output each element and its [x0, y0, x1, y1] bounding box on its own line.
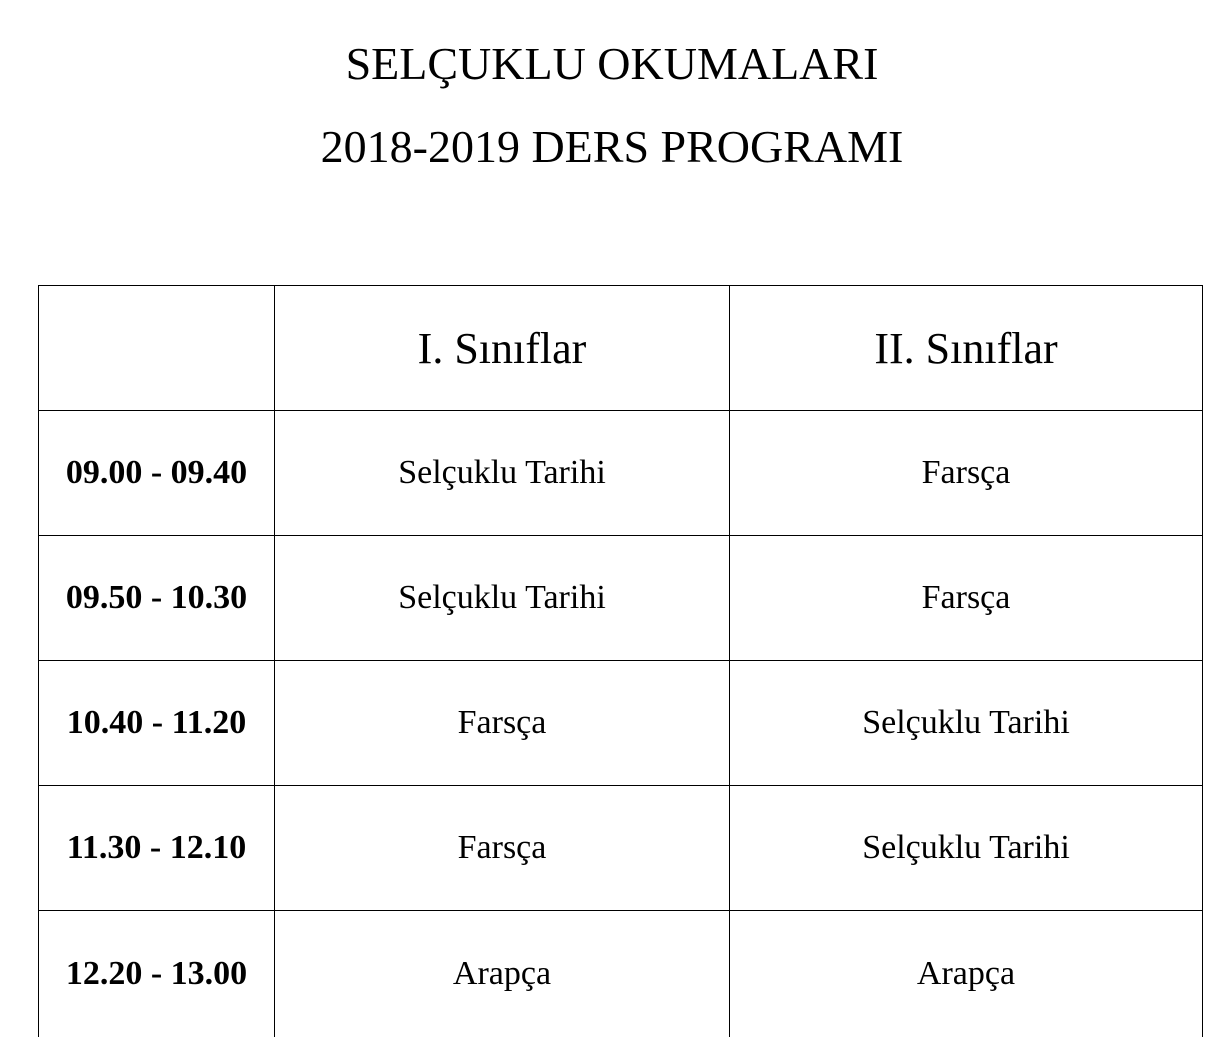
class-2-lesson-cell: Selçuklu Tarihi — [730, 786, 1203, 911]
table-row — [39, 661, 1203, 786]
table-row — [39, 536, 1203, 661]
class-2-lesson-cell: Arapça — [730, 911, 1203, 1038]
time-slot-cell: 10.40 - 11.20 — [39, 661, 275, 786]
document-title: SELÇUKLU OKUMALARI — [345, 38, 879, 89]
time-slot-cell: 09.00 - 09.40 — [39, 411, 275, 536]
table-row — [39, 786, 1203, 911]
header-cell-class-2: II. Sınıflar — [730, 286, 1203, 411]
header-cell-empty — [39, 286, 275, 411]
class-2-lesson-cell: Selçuklu Tarihi — [730, 661, 1203, 786]
header-cell-class-1: I. Sınıflar — [275, 286, 730, 411]
table-row — [39, 411, 1203, 536]
time-slot-cell: 11.30 - 12.10 — [39, 786, 275, 911]
class-1-lesson-cell: Arapça — [275, 911, 730, 1038]
class-1-lesson-cell: Farsça — [275, 786, 730, 911]
document-subtitle: 2018-2019 DERS PROGRAMI — [320, 121, 904, 172]
time-slot-cell: 12.20 - 13.00 — [39, 911, 275, 1038]
table-header-row — [39, 286, 1203, 411]
time-slot-cell: 09.50 - 10.30 — [39, 536, 275, 661]
class-2-lesson-cell: Farsça — [730, 411, 1203, 536]
class-1-lesson-cell: Farsça — [275, 661, 730, 786]
class-2-lesson-cell: Farsça — [730, 536, 1203, 661]
class-1-lesson-cell: Selçuklu Tarihi — [275, 536, 730, 661]
schedule-table — [38, 285, 1203, 1037]
table-row — [39, 911, 1203, 1038]
class-1-lesson-cell: Selçuklu Tarihi — [275, 411, 730, 536]
